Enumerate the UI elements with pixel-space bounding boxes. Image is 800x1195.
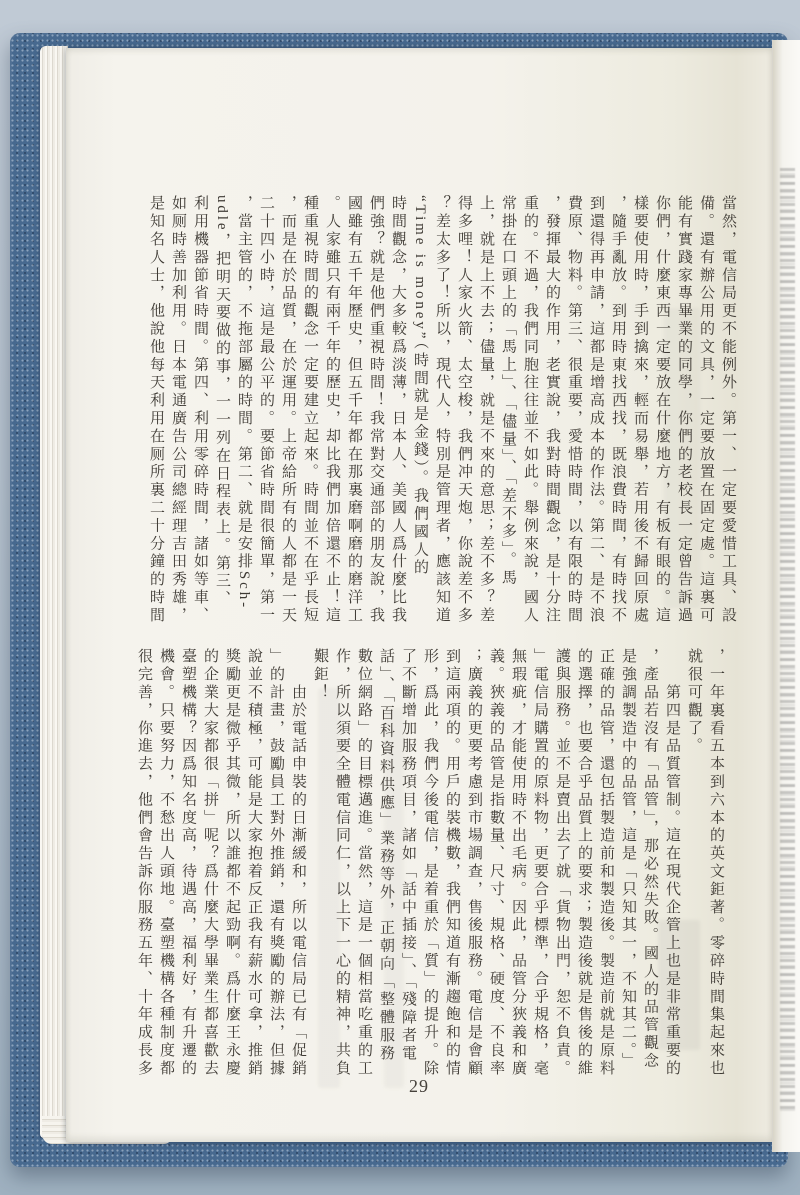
page-number: 29 [409, 1076, 429, 1096]
text-column: 就很可觀了。 [686, 648, 702, 756]
text-column: 」的計畫，鼓勵員工對外推銷，還有獎勵的辦法，但據 [268, 648, 284, 1078]
facing-page-edge [772, 40, 800, 1152]
text-column: 無瑕疵，才能使用時不出毛病。因此，品管分狹義和廣 [510, 648, 526, 1078]
text-column: ，當主管的，不拖部屬的時間。第二、就是安排Sch- [236, 195, 252, 610]
text-column: 的企業大家都很「拼」呢？爲什麼大學畢業生都喜歡去 [202, 648, 218, 1078]
book-page [66, 48, 772, 1142]
text-column: 種重視時間的觀念一定要建立起來。時間並不在乎長短 [302, 195, 318, 625]
text-column: 」電信局購置的原料物，更要合乎標準，合乎規格，毫 [532, 648, 548, 1078]
text-column: 第四是品質管制。這在現代企管上也是非常重要的 [664, 648, 680, 1078]
text-column: 護與服務。並不是賣出去了就「貨物出門，恕不負責。 [554, 648, 570, 1078]
text-column: 如厕時善加利用。日本電通廣告公司總經理吉田秀雄， [170, 195, 186, 625]
text-column: ，發揮最大的作用，老實說，我對時間觀念，是十分注 [544, 195, 560, 625]
text-column: udle，把明天要做的事，一一列在日程表上。第三、 [214, 195, 230, 609]
text-column: 到還得再申請，這都是增高成本的作法。第二、是不浪 [588, 195, 604, 625]
text-column: “Time is money”（時間就是金錢）。我們國人的 [412, 195, 428, 577]
text-column: 艱鉅！ [312, 648, 328, 702]
text-column: 的選擇，也要合乎品質上的要求；製造後就是售後的維 [576, 648, 592, 1078]
text-column: 。人家雖只有兩千年的歷史，却比我們加倍還不止！這 [324, 195, 340, 625]
text-column: 形，爲此，我們今後電信，是着重於「質」的提升。除 [422, 648, 438, 1078]
text-column: ？差太多了！所以，現代人，特別是管理者，應該知道 [434, 195, 450, 625]
text-column: 能有實踐家專畢業的同學，你們的老校長一定曾告訴過 [676, 195, 692, 625]
text-column: ，一年裏看五本到六本的英文鉅著。零碎時間集起來也 [708, 648, 724, 1078]
text-column: ，而是在於品質，在於運用。上帝給所有的人都是一天 [280, 195, 296, 625]
text-column: 到這兩項的。用戶的裝機數，我們知道有漸趨飽和的情 [444, 648, 460, 1078]
text-block-upper [145, 195, 739, 629]
text-column: 義。狹義的品管是指數量、尺寸、規格、硬度、不良率 [488, 648, 504, 1078]
text-column: 樣要使用時，手到擒來，輕而易舉，若用後不歸回原處 [632, 195, 648, 625]
text-column: 你們，什麼東西一定要放在什麼地方，有板有眼的。這 [654, 195, 670, 625]
text-column: 二十四小時，這是最公平的。要節省時間很簡單，第一 [258, 195, 274, 625]
text-column: 臺塑機構？因爲知名度高，待遇高，福利好，有升遷的 [180, 648, 196, 1078]
text-column: 得多哩！人家火箭、太空梭，我們冲天炮，你說差不多 [456, 195, 472, 625]
page-edges-left [40, 46, 68, 1138]
text-column: 們強？就是他們重視時間！我常對交通部的朋友說，我 [368, 195, 384, 625]
text-column: 國雖有五千年歷史，但五千年都在那裏磨啊磨的磨洋工 [346, 195, 362, 625]
text-column: 了不斷增加服務項目，諸如「話中插接」、「殘障者電 [400, 648, 416, 1063]
text-block-lower [133, 648, 727, 1084]
text-column: 時間觀念，大多較爲淡薄，日本人、美國人爲什麼比我 [390, 195, 406, 625]
text-column: 機會。只要努力，不愁出人頭地。臺塑機構各種制度都 [158, 648, 174, 1078]
text-column: ；廣義的更要考慮到市場調查，售後服務。電信是會顧 [466, 648, 482, 1078]
text-column: 很完善，你進去，他們會告訴你服務五年、十年成長多 [136, 648, 152, 1078]
ghost-text [780, 168, 795, 1113]
text-column: 說並不積極，可能是大家抱着反正我有薪水可拿，推銷 [246, 648, 262, 1078]
text-column: 備。還有辦公用的文具，一定要放置在固定處。這裏可 [698, 195, 714, 625]
text-column: 由於電話申裝的日漸緩和，所以電信局已有「促銷 [290, 648, 306, 1078]
text-column: 作，所以須要全體電信同仁，以上下一心的精神，共負 [334, 648, 350, 1078]
text-column: 重的。不過，我們同胞往往並不如此。舉例來說，國人 [522, 195, 538, 625]
text-column: 當然，電信局更不能例外。第一、一定要愛惜工具、設 [720, 195, 736, 625]
text-column: ，隨手亂放。到用時東找西找，既浪費時間，有時找不 [610, 195, 626, 625]
text-column: 獎勵更是微乎其微，所以誰都不起勁啊。爲什麼王永慶 [224, 648, 240, 1078]
text-column: 是知名人士，他說他每天利用在厕所裏二十分鐘的時間 [148, 195, 164, 625]
text-column: 上，就是上不去；儘量，就是不來的意思；差不多？差 [478, 195, 494, 625]
text-column: 費原、物料。第三、很重要，愛惜時間，以有限的時間 [566, 195, 582, 625]
text-column: 話」、「百科資料供應」業務等外，正朝向「整體服務 [378, 648, 394, 1063]
text-column: ，產品若沒有「品管」，那必然失敗。國人的品管觀念 [642, 648, 658, 1071]
text-column: 常掛在口頭上的「馬上」、「儘量」、「差不多」。馬 [500, 195, 516, 588]
text-column: 數位網路」的目標邁進。當然，這是一個相當吃重的工 [356, 648, 372, 1078]
text-column: 利用機器節省時間。第四、利用零碎時間，諸如等車、 [192, 195, 208, 625]
text-column: 正確的品管，還包括製造前和製造後。製造前就是原料 [598, 648, 614, 1078]
text-column: 是強調製造中的品管，這是「只知其一，不知其二。」 [620, 648, 636, 1071]
